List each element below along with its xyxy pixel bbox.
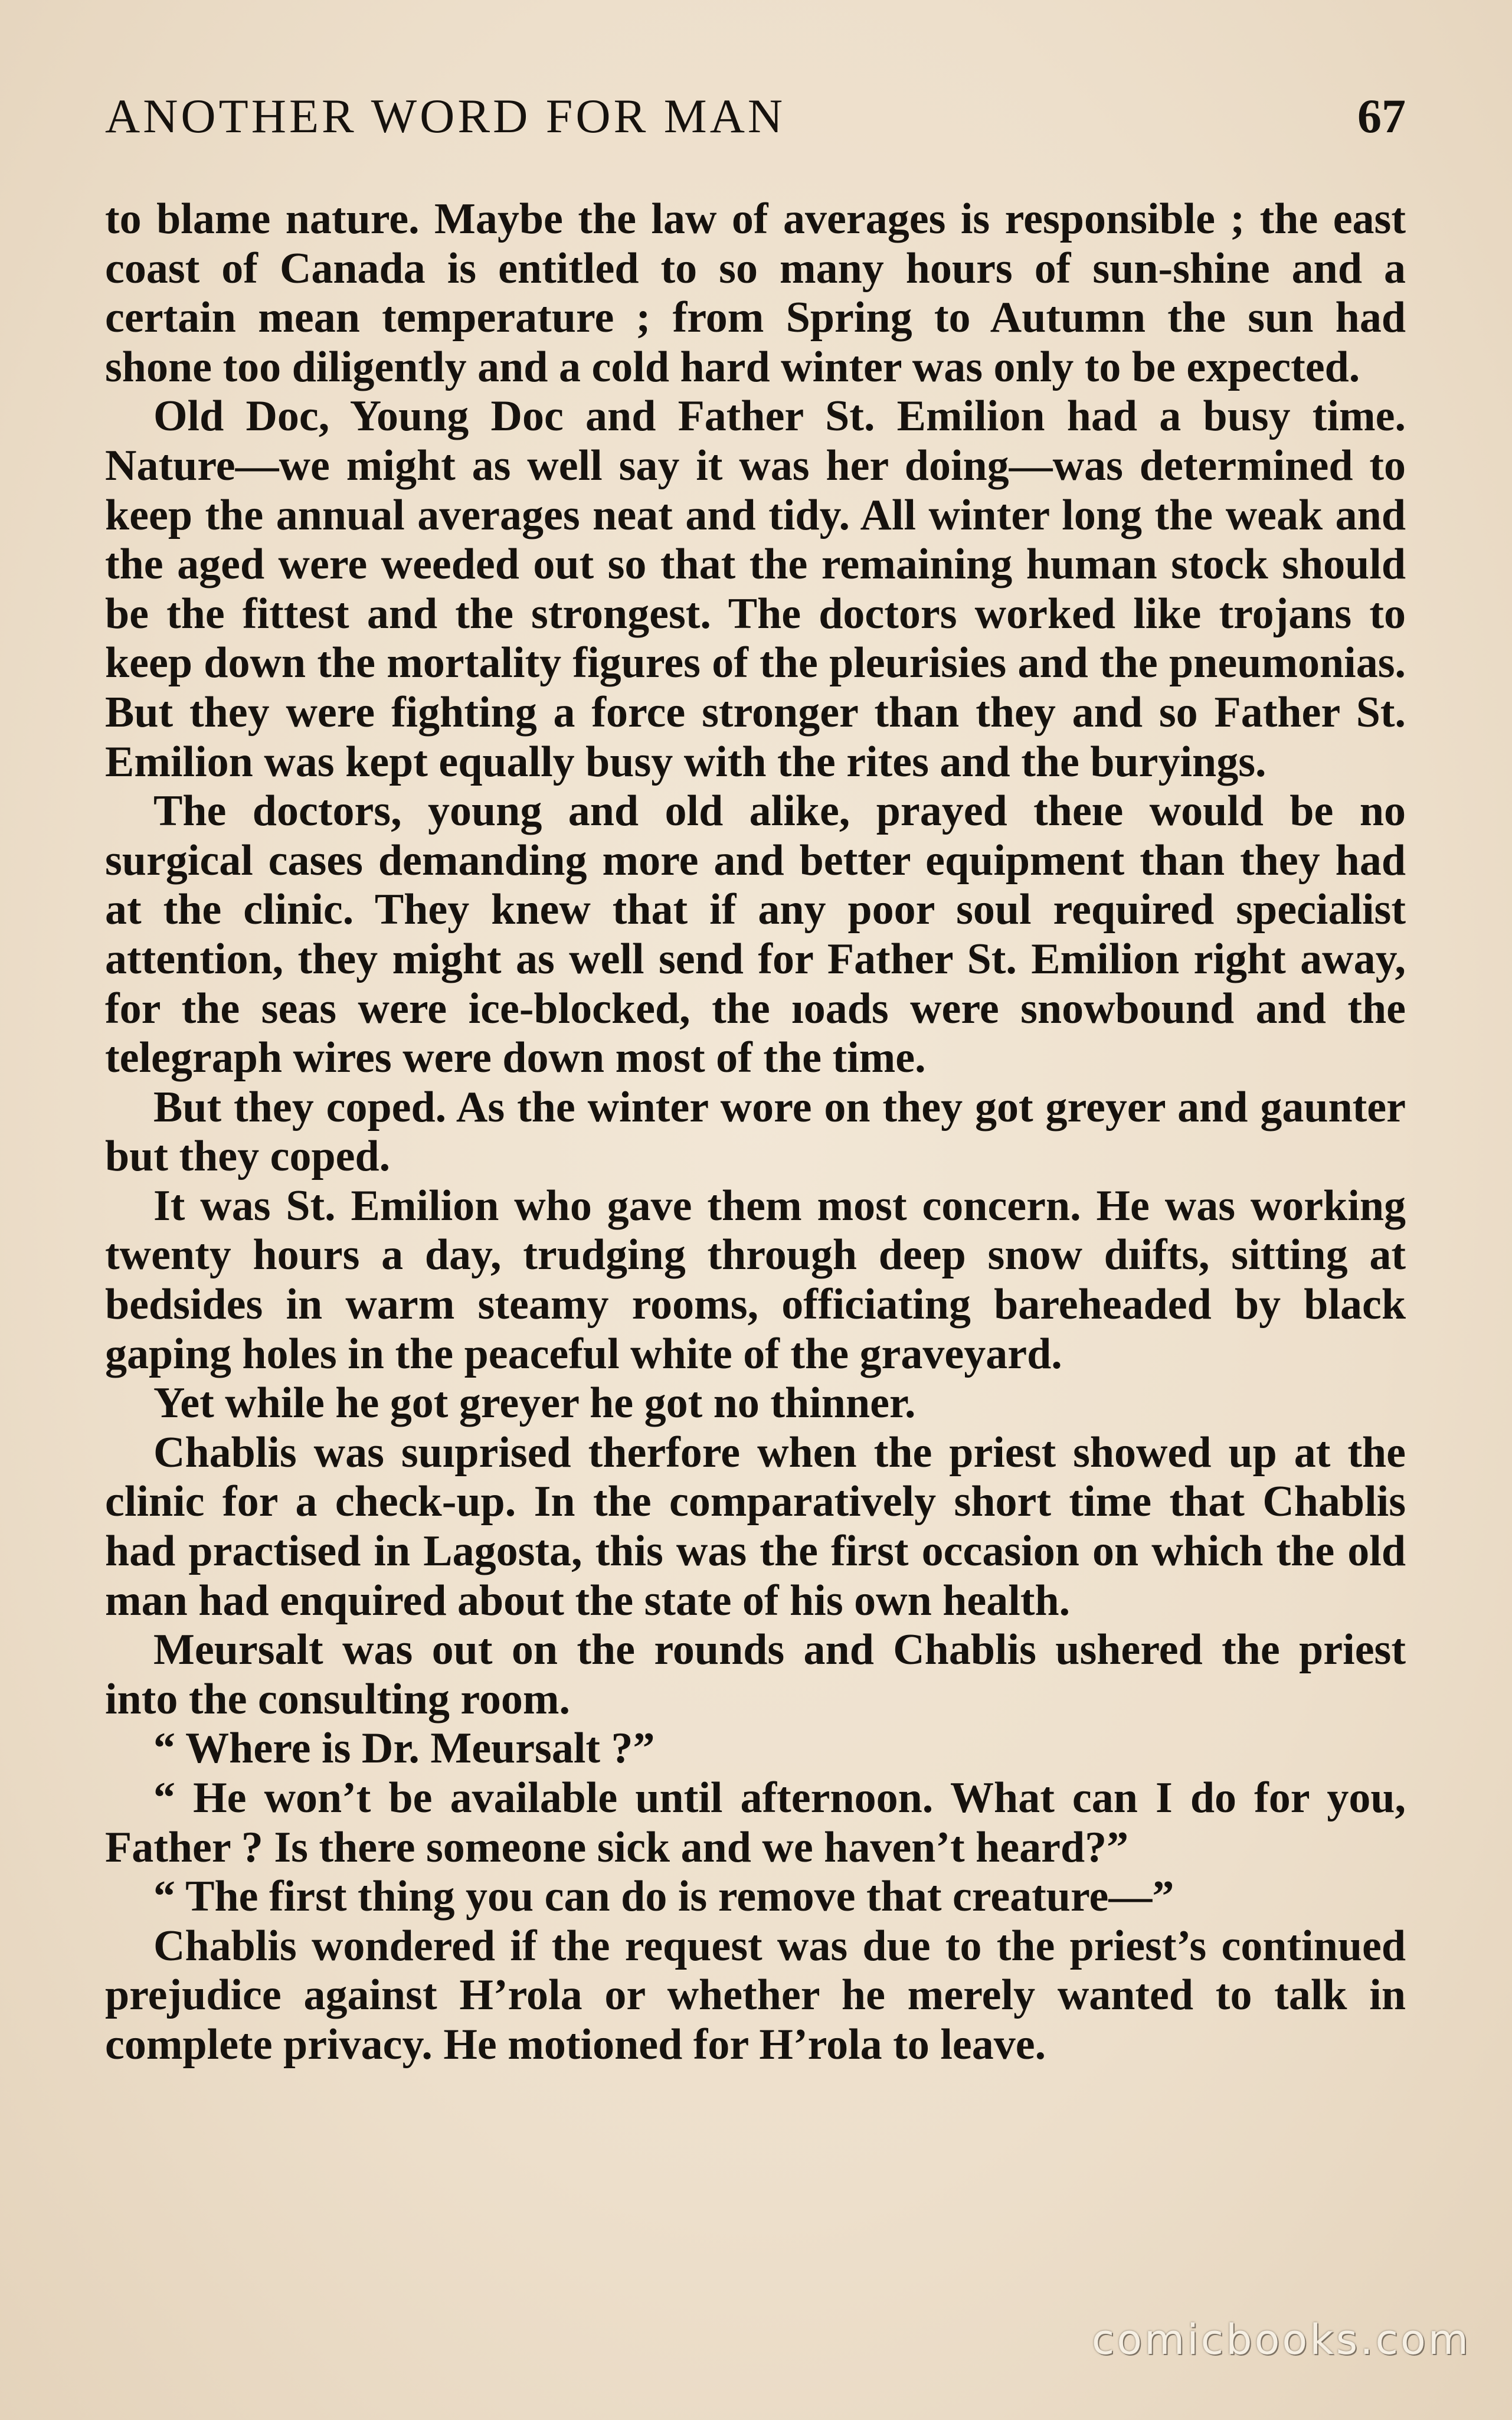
- running-title: ANOTHER WORD FOR MAN: [105, 89, 786, 143]
- body-text: [105, 195, 1406, 2070]
- dialogue-line: “ Where is Dr. Meursalt ?”: [153, 1724, 655, 1773]
- paragraph: Chablis was suıprised therfore when the priest showed up at the clinic for a check-up. In the comparatively short time that Chablis had practised in Lagosta, this was the first occasion on which the old man had enquired about the state of his own health.: [105, 1428, 1406, 1625]
- dialogue-line: “ He won’t be available until afternoon. What can I do for you, Father ? Is there someone sick and we haven’t heard?”: [105, 1774, 1406, 1872]
- paragraph: It was St. Emilion who gave them most concern. He was working twenty hours a day, trudging through deep snow dıifts, sitting at bedsides in warm steamy rooms, officiating bareheaded by black gaping holes in the peaceful white of the graveyard.: [105, 1181, 1406, 1378]
- watermark: comicbooks.com: [1091, 2316, 1471, 2364]
- paragraph: Old Doc, Young Doc and Father St. Emilion had a busy time. Nature—we might as well say it was her doing—was determined to keep the annual averages neat and tidy. All winter long the weak and the aged were weeded out so that the remaining human stock should be the fittest and the strongest. The doctors worked like trojans to keep down the mortality figures of the pleurisies and the pneumonias. But they were fighting a force stronger than they and so Father St. Emilion was kept equally busy with the rites and the buryings.: [105, 392, 1406, 786]
- paragraph: The doctors, young and old alike, prayed theıe would be no surgical cases demanding more and better equipment than they had at the clinic. They knew that if any poor soul required specialist attention, they might as well send for Father St. Emilion right away, for the seas were ice-blocked, the ıoads were snowbound and the telegraph wires were down most of the time.: [105, 787, 1406, 1083]
- paragraph: But they coped. As the winter wore on they got greyer and gaunter but they coped.: [105, 1083, 1406, 1181]
- paragraph: Chablis wondered if the request was due to the priest’s continued prejudice against H’rola or whether he merely wanted to talk in complete privacy. He motioned for H’rola to leave.: [105, 1921, 1406, 2069]
- paragraph: Yet while he got greyer he got no thinner.: [153, 1379, 916, 1428]
- dialogue-line: “ The first thing you can do is remove that creature—”: [153, 1872, 1174, 1921]
- paragraph: to blame nature. Maybe the law of averages is responsible ; the east coast of Canada is entitled to so many hours of sun-shine and a certain mean temperature ; from Spring to Autumn the sun had shone too diligently and a cold hard winter was only to be expected.: [105, 195, 1406, 391]
- page-header: [105, 89, 1406, 153]
- paragraph: Meursalt was out on the rounds and Chablis ushered the priest into the consulting room.: [105, 1626, 1406, 1724]
- page-number: 67: [1357, 89, 1406, 143]
